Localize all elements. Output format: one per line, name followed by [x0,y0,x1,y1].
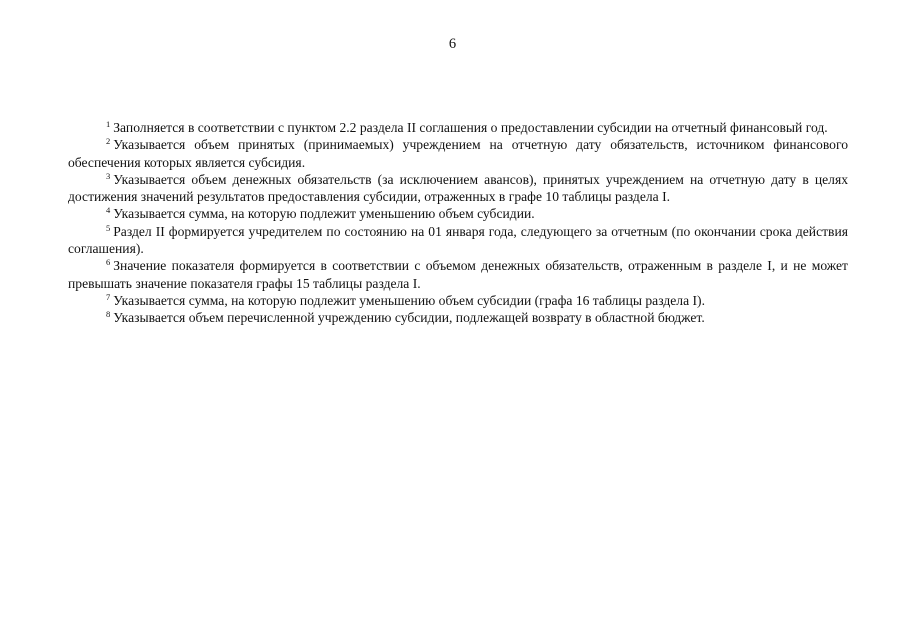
footnote-text: Раздел II формируется учредителем по состоянию на 01 января года, следующего за отчетным (по окончании срока действия соглашения). [68,223,848,257]
footnote-5 [68,223,848,258]
footnote-marker: 8 [106,309,111,320]
footnote-text: Указывается объем перечисленной учреждению субсидии, подлежащей возврату в областной бюджет. [113,310,705,326]
footnote-marker: 6 [106,257,111,268]
footnote-text: Значение показателя формируется в соответствии с объемом денежных обязательств, отраженным в разделе I, и не может превышать значение показателя графы 15 таблицы раздела I. [68,258,848,291]
footnote-8 [68,309,848,326]
footnote-3 [68,171,848,206]
footnote-marker: 7 [106,291,111,302]
footnote-4 [68,205,848,222]
footnote-text: Указывается объем денежных обязательств (за исключением авансов), принятых учреждением на отчетную дату в целях достижения значений результатов предоставления субсидии, отраженных в графе 10 таблицы раздела I. [68,171,848,205]
footnote-text: Указывается сумма, на которую подлежит уменьшению объем субсидии. [113,206,535,222]
footnote-text: Указывается объем принятых (принимаемых) учреждением на отчетную дату обязательств, источником финансового обеспечения которых является субсидия. [68,137,848,170]
footnote-marker: 5 [106,222,111,233]
footnote-marker: 2 [106,136,111,147]
page-number: 6 [448,36,457,52]
footnote-marker: 3 [106,170,111,181]
footnote-text: Указывается сумма, на которую подлежит уменьшению объем субсидии (графа 16 таблицы раздела I). [113,292,705,308]
footnote-text: Заполняется в соответствии с пунктом 2.2 раздела II соглашения о предоставлении субсидии на отчетный финансовый год. [113,120,828,135]
footnote-1 [68,119,848,136]
footnote-6 [68,257,848,292]
footnote-2 [68,136,848,171]
footnote-marker: 1 [106,119,111,129]
footnote-marker: 4 [106,205,111,216]
footnotes-list [68,119,848,327]
footnote-7 [68,292,848,309]
